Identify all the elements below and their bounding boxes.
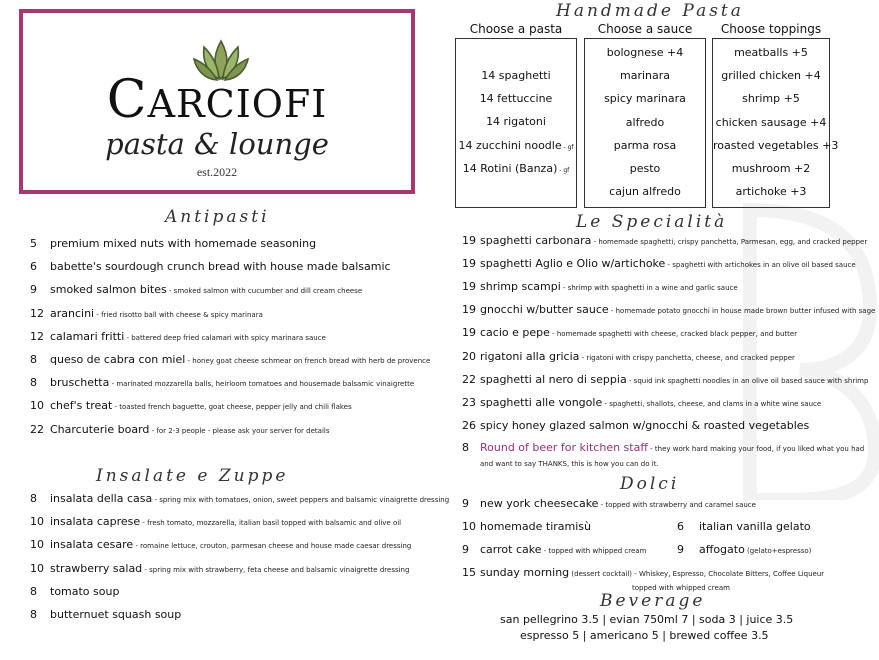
menu-item-name: calamari fritti	[50, 329, 125, 343]
toppings-option: mushroom +2	[731, 162, 811, 175]
sauces-option: cajun alfredo	[609, 185, 681, 199]
menu-item	[462, 396, 821, 409]
brand-name: CARCIOFI	[106, 70, 328, 130]
sauce-header: Choose a sauce	[597, 22, 693, 36]
menu-item-name: spaghetti carbonara	[480, 234, 592, 247]
menu-item-description: - fried risotto ball with cheese & spicy marinara	[94, 310, 263, 319]
menu-item-name: spaghetti Aglio e Olio w/artichoke	[480, 257, 666, 271]
pasta-option-name: 14 rigatoni	[486, 115, 546, 129]
sauces-option: marinara	[619, 69, 670, 83]
menu-item-description: - homemade spaghetti, crispy panchetta, Parmesan, egg, and cracked pepper	[591, 238, 868, 246]
menu-item	[462, 303, 875, 316]
menu-item-description: - spring mix with strawberry, feta cheese and balsamic vinaigrette dressing	[142, 565, 410, 574]
menu-item-description: - rigatoni with crispy panchetta, cheese, and cracked pepper	[579, 353, 795, 362]
sauces-option: parma rosa	[613, 138, 677, 152]
menu-item	[30, 330, 326, 343]
menu-item	[30, 585, 119, 598]
menu-item-price: 10	[30, 538, 44, 552]
specialita-title: Le Specialità	[576, 212, 728, 232]
established-year: est.2022	[196, 165, 238, 179]
menu-item-price: 6	[30, 260, 37, 274]
dolci-tiramisu: 10 homemade tiramisù	[462, 520, 591, 533]
menu-item-name: insalata della casa	[50, 492, 153, 505]
menu-item	[462, 280, 738, 293]
menu-item-name: premium mixed nuts with homemade seasoning	[50, 237, 317, 250]
pastas-option	[456, 162, 576, 175]
menu-item-name: rigatoni alla gricia	[480, 349, 580, 363]
menu-item-price: 8	[30, 608, 37, 621]
menu-item-description: - homemade potato gnocchi in house made brown butter infused with sage	[608, 307, 876, 316]
menu-item	[30, 260, 391, 273]
menu-item-price: 19	[462, 234, 476, 247]
menu-item-description: - homemade spaghetti with cheese, cracked black pepper, and butter	[549, 330, 798, 339]
menu-item	[462, 257, 856, 270]
menu-item-price: 10	[30, 399, 44, 413]
menu-item-name: tomato soup	[50, 584, 120, 598]
pastas-option	[456, 69, 576, 82]
menu-item-name: shrimp scampi	[480, 280, 561, 294]
toppings-option: artichoke +3	[735, 185, 807, 199]
menu-item-price: 19	[462, 303, 476, 317]
sauces-option: spicy marinara	[604, 92, 686, 106]
toppings-header: Choose toppings	[720, 22, 822, 36]
menu-item	[462, 234, 867, 247]
menu-item-description: - fresh tomato, mozzarella, italian basil topped with balsamic and olive oil	[140, 519, 402, 528]
menu-item-name: arancini	[50, 306, 95, 320]
menu-item-name: insalata caprese	[50, 515, 141, 529]
dolci-gelato: 6 italian vanilla gelato	[677, 520, 811, 533]
menu-item-description: - spaghetti with artichokes in an olive oil based sauce	[665, 261, 856, 270]
menu-item-price: 22	[462, 372, 476, 386]
pasta-title: Handmade Pasta	[556, 1, 744, 21]
pastas-option	[456, 92, 576, 105]
menu-item-price: 10	[30, 515, 44, 529]
menu-item-description: - for 2-3 people - please ask your server for details	[149, 426, 330, 435]
menu-item-price: 8	[30, 584, 37, 598]
pastas-option	[456, 115, 576, 128]
menu-item-description: - spaghetti, shallots, cheese, and clams in a white wine sauce	[602, 399, 822, 408]
menu-item-price: 8	[30, 492, 37, 505]
menu-item-description: - battered deep fried calamari with spicy marinara sauce	[124, 333, 326, 342]
pasta-option-name: 14 fettuccine	[479, 92, 553, 106]
pastas-option	[456, 139, 576, 152]
pasta-option-name: 14 Rotini (Banza)	[462, 161, 558, 175]
menu-item	[30, 515, 401, 528]
menu-item-price: 19	[462, 280, 476, 294]
menu-item-name: cacio e pepe	[480, 326, 550, 340]
sauce-column	[584, 38, 706, 208]
toppings-option: chicken sausage +4	[715, 115, 827, 129]
antipasti-title: Antipasti	[165, 207, 270, 227]
menu-item-description: - spring mix with tomatoes, onion, sweet peppers and balsamic vinaigrette dressing	[152, 496, 450, 504]
dolci-sunday-morning: 15 sunday morning (dessert cocktail) - Whiskey, Espresso, Chocolate Bitters, Coffee Liqueur	[462, 566, 825, 579]
menu-item-price: 26	[462, 418, 476, 432]
menu-item-name: spaghetti al nero di seppia	[480, 372, 627, 386]
sauces-option: alfredo	[625, 115, 665, 129]
menu-item-description: - honey goat cheese schmear on french bread with herb de provence	[185, 357, 431, 365]
gluten-free-tag: - gf	[557, 166, 570, 174]
menu-item	[462, 419, 809, 432]
menu-item	[30, 237, 316, 250]
menu-item-description: - toasted french baguette, goat cheese, pepper jelly and chili flakes	[112, 403, 352, 412]
menu-item	[30, 608, 181, 621]
dolci-sunday-morning-desc: topped with whipped cream	[632, 584, 730, 592]
sauces-option: bolognese +4	[606, 46, 684, 59]
menu-item-price: 20	[462, 349, 476, 363]
menu-item-price: 22	[30, 422, 44, 436]
dolci-carrot-cake: 9 carrot cake - topped with whipped cream	[462, 543, 647, 556]
toppings-option: grilled chicken +4	[721, 69, 821, 83]
menu-item	[462, 373, 868, 386]
menu-item	[30, 353, 430, 366]
sauces-option: pesto	[629, 162, 661, 175]
menu-item	[462, 350, 795, 363]
menu-item-name: strawberry salad	[50, 561, 143, 575]
beverage-line-1: san pellegrino 3.5 | evian 750ml 7 | soda 3 | juice 3.5	[500, 613, 794, 626]
menu-item	[30, 538, 411, 551]
menu-item-price: 8	[30, 353, 37, 366]
menu-item-name: gnocchi w/butter sauce	[480, 303, 609, 317]
menu-item-price: 19	[462, 257, 476, 271]
toppings-option: shrimp +5	[742, 92, 800, 106]
tagline: pasta & lounge	[105, 127, 329, 161]
menu-item-name: butternuet squash soup	[50, 608, 182, 621]
menu-item	[30, 399, 352, 412]
menu-item-price: 12	[30, 329, 44, 343]
menu-item-price: 9	[30, 283, 37, 297]
menu-item-description: - shrimp with spaghetti in a wine and garlic sauce	[560, 284, 738, 293]
menu-item	[30, 283, 362, 296]
menu-item-name: chef's treat	[50, 399, 113, 413]
pasta-column	[455, 38, 577, 208]
dolci-title: Dolci	[620, 474, 680, 494]
beer-item-desc: and want to say THANKS, this is how you can do it.	[480, 460, 659, 468]
menu-item-name: spicy honey glazed salmon w/gnocchi & roasted vegetables	[480, 418, 810, 432]
menu-item	[462, 326, 797, 339]
beer-item: 8 Round of beer for kitchen staff - they work hard making your food, if you liked what you had	[462, 441, 865, 454]
menu-item-price: 19	[462, 326, 476, 340]
menu-item-description: - squid ink spaghetti noodles in an olive oil based sauce with shrimp	[626, 376, 869, 385]
beverage-title: Beverage	[600, 591, 706, 611]
menu-item-description: - romaine lettuce, crouton, parmesan cheese and house made caesar dressing	[133, 542, 412, 551]
menu-item-name: queso de cabra con miel	[50, 353, 186, 366]
menu-item	[30, 376, 414, 389]
menu-item-name: smoked salmon bites	[50, 283, 167, 297]
gluten-free-tag: - gf	[561, 143, 574, 151]
menu-item	[30, 423, 329, 436]
menu-item-name: insalata cesare	[50, 538, 134, 552]
toppings-column	[712, 38, 839, 208]
dolci-affogato: 9 affogato (gelato+espresso)	[677, 543, 812, 556]
menu-item-price: 12	[30, 306, 44, 320]
menu-item-price: 10	[30, 561, 44, 575]
pasta-option-name: 14 zucchini noodle	[458, 138, 562, 152]
beverage-line-2: espresso 5 | americano 5 | brewed coffee 3.5	[520, 629, 769, 642]
menu-item	[30, 562, 409, 575]
menu-item-description: - marinated mozzarella balls, heirloom tomatoes and housemade balsamic vinaigrette	[109, 380, 415, 389]
toppings-option: roasted vegetables +3	[713, 138, 839, 152]
menu-item	[30, 492, 449, 505]
menu-item-name: Charcuterie board	[50, 422, 150, 436]
menu-item-price: 23	[462, 395, 476, 409]
logo-box	[19, 9, 415, 194]
dolci-cheesecake: 9 new york cheesecake - topped with strawberry and caramel sauce	[462, 497, 756, 510]
menu-item-name: babette's sourdough crunch bread with house made balsamic	[50, 260, 391, 274]
menu-item-price: 8	[30, 376, 37, 390]
menu-item-price: 5	[30, 237, 37, 250]
menu-item	[30, 307, 263, 320]
menu-item-name: spaghetti alle vongole	[480, 395, 603, 409]
pasta-option-name: 14 spaghetti	[481, 69, 551, 82]
menu-item-description: - smoked salmon with cucumber and dill cream cheese	[166, 287, 363, 296]
insalate-title: Insalate e Zuppe	[96, 466, 289, 486]
menu-item-name: bruschetta	[50, 376, 110, 390]
pasta-header: Choose a pasta	[469, 22, 563, 36]
toppings-option: meatballs +5	[734, 46, 808, 59]
